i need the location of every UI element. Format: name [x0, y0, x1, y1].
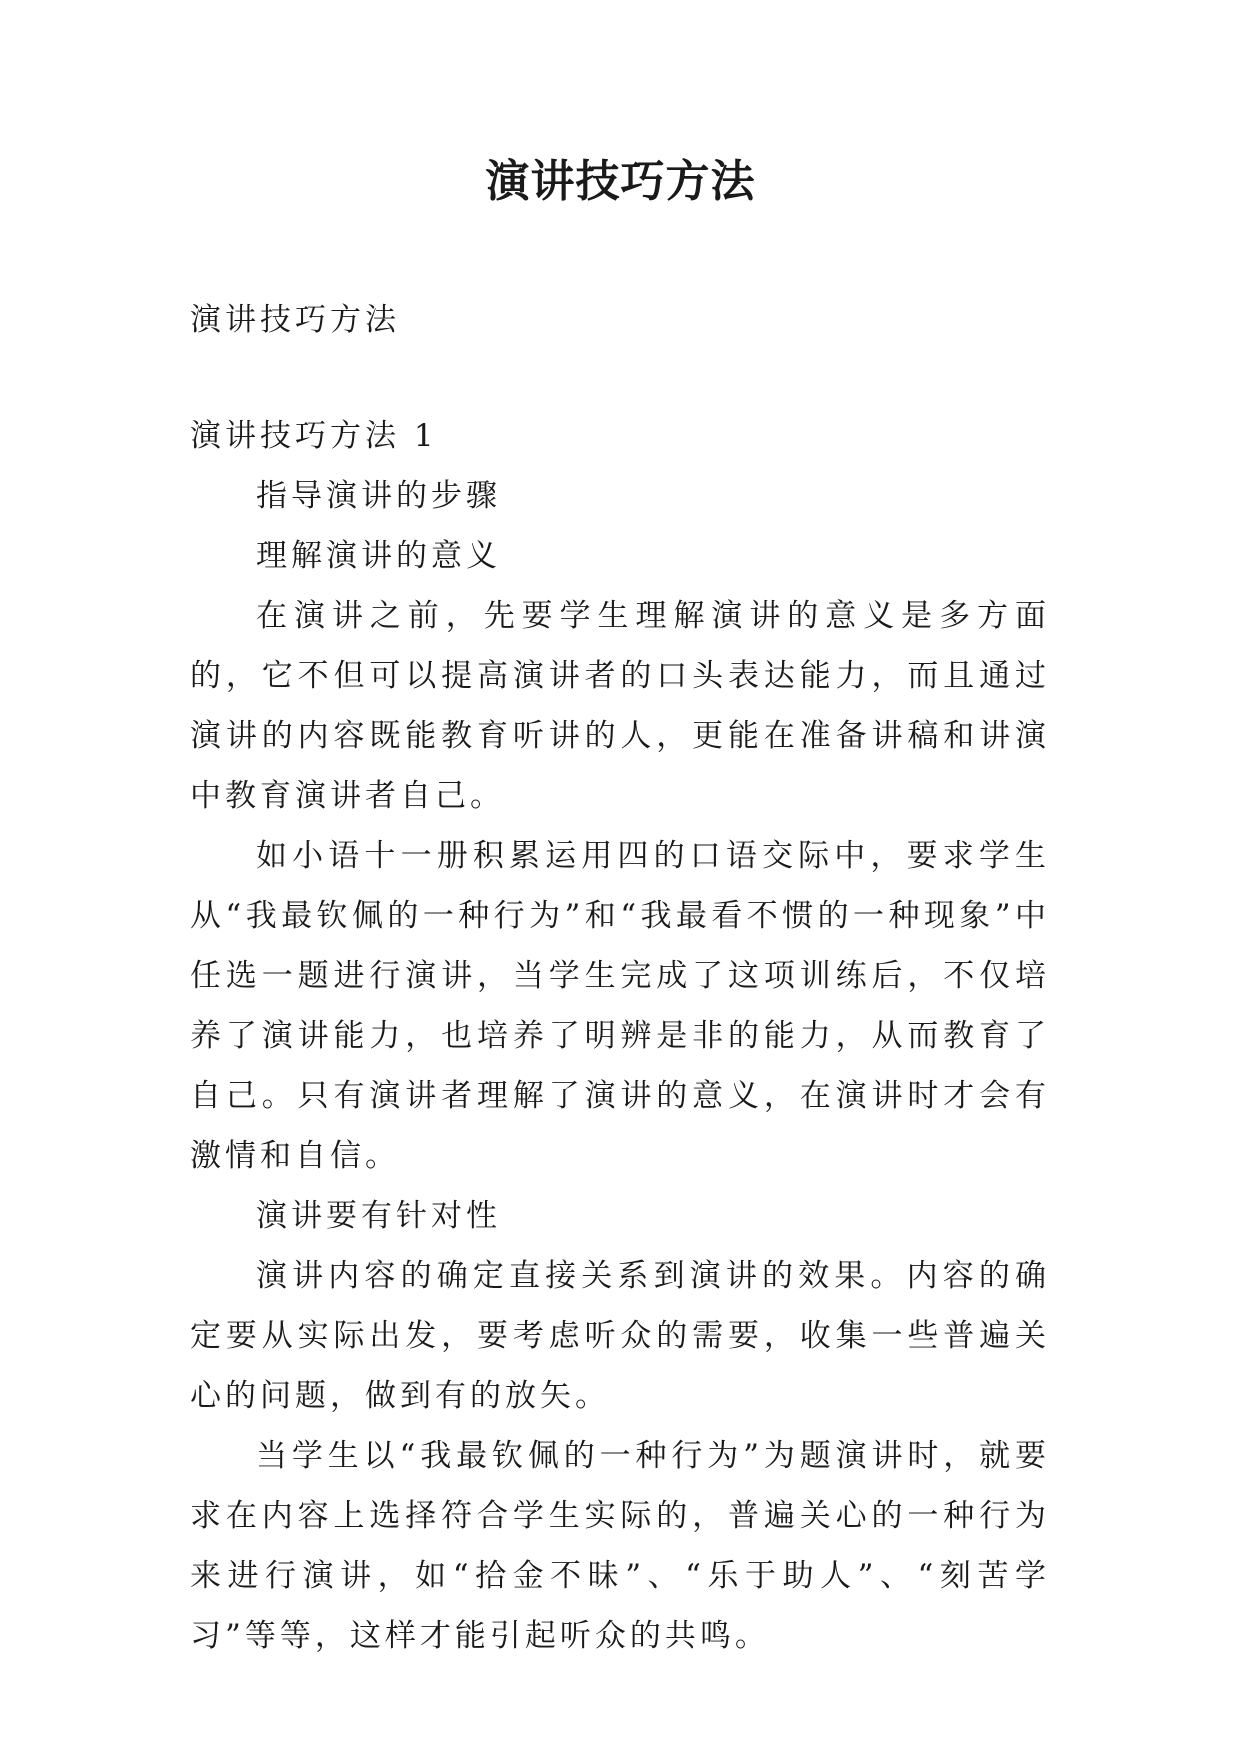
document-body: [190, 290, 1050, 1666]
document-subtitle: 演讲技巧方法: [190, 302, 400, 338]
paragraph-targeting-example: 当学生以“我最钦佩的一种行为”为题演讲时，就要求在内容上选择符合学生实际的，普遍关心的一种行为来进行演讲，如“拾金不昧”、“乐于助人”、“刻苦学习”等等，这样才能引起听众的共鸣。: [190, 1438, 1050, 1654]
paragraph-meaning-heading: 理解演讲的意义: [256, 538, 501, 574]
paragraph-targeting-heading: 演讲要有针对性: [256, 1198, 501, 1234]
paragraph-targeting-body: 演讲内容的确定直接关系到演讲的效果。内容的确定要从实际出发，要考虑听众的需要，收集一些普遍关心的问题，做到有的放矢。: [190, 1258, 1050, 1414]
paragraph-example-body: 如小语十一册积累运用四的口语交际中，要求学生从“我最钦佩的一种行为”和“我最看不惯的一种现象”中任选一题进行演讲，当学生完成了这项训练后，不仅培养了演讲能力，也培养了明辨是非的能力，从而教育了自己。只有演讲者理解了演讲的意义，在演讲时才会有激情和自信。: [190, 838, 1050, 1174]
document-title: 演讲技巧方法: [485, 156, 756, 207]
section-heading: 演讲技巧方法 1: [190, 418, 438, 454]
paragraph-steps-heading: 指导演讲的步骤: [256, 478, 501, 514]
paragraph-meaning-body: 在演讲之前，先要学生理解演讲的意义是多方面的，它不但可以提高演讲者的口头表达能力，而且通过演讲的内容既能教育听讲的人，更能在准备讲稿和讲演中教育演讲者自己。: [190, 598, 1050, 814]
